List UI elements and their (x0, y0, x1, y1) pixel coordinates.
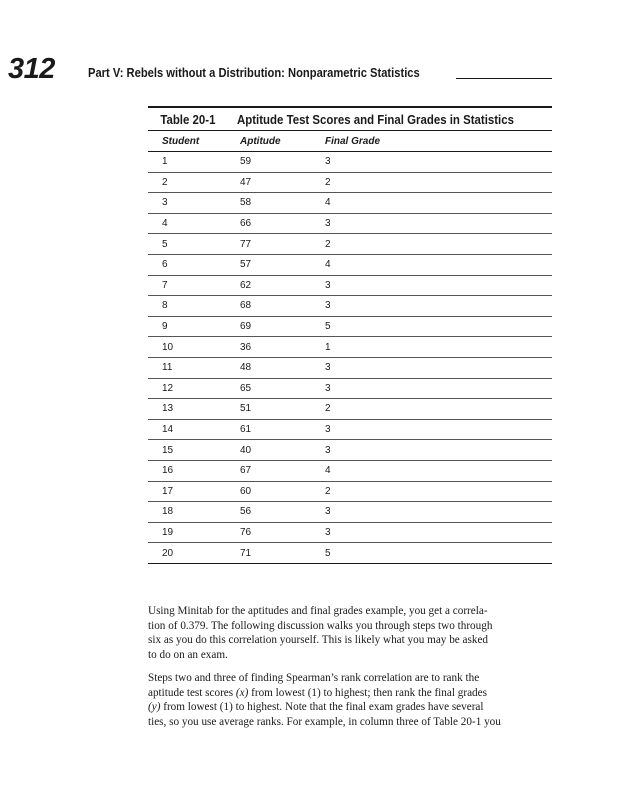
cell-student: 4 (162, 218, 168, 230)
cell-final-grade: 3 (325, 218, 331, 230)
variable-x: (x) (235, 686, 249, 699)
column-header-final-grade: Final Grade (325, 135, 381, 147)
cell-aptitude: 66 (240, 218, 252, 230)
table-row (148, 502, 552, 523)
cell-student: 13 (162, 403, 174, 415)
cell-final-grade: 3 (325, 382, 331, 394)
cell-final-grade: 3 (325, 424, 331, 436)
cell-student: 17 (162, 485, 174, 497)
paragraph-line: tion of 0.379. The following discussion walks you through steps two through (148, 619, 493, 632)
cell-student: 10 (162, 341, 174, 353)
cell-aptitude: 47 (240, 176, 252, 188)
cell-student: 16 (162, 465, 174, 477)
cell-student: 3 (162, 197, 168, 209)
cell-student: 20 (162, 547, 174, 559)
cell-student: 12 (162, 382, 174, 394)
table-row (148, 193, 552, 214)
cell-final-grade: 2 (325, 403, 331, 415)
cell-aptitude: 60 (240, 485, 252, 497)
table-row (148, 379, 552, 400)
cell-aptitude: 57 (240, 259, 252, 271)
cell-final-grade: 2 (325, 485, 331, 497)
cell-final-grade: 3 (325, 279, 331, 291)
page-number: 312 (8, 53, 55, 85)
cell-aptitude: 77 (240, 238, 252, 250)
paragraph-line: Steps two and three of finding Spearman’s rank correlation are to rank the (148, 672, 480, 684)
cell-aptitude: 65 (240, 382, 252, 394)
cell-student: 5 (162, 238, 168, 250)
cell-student: 1 (162, 156, 168, 168)
table-row (148, 482, 552, 503)
running-head-rule (456, 78, 552, 79)
cell-aptitude: 59 (240, 156, 252, 168)
table-row (148, 234, 552, 255)
cell-student: 19 (162, 526, 174, 538)
cell-final-grade: 3 (325, 362, 331, 374)
cell-aptitude: 68 (240, 300, 252, 312)
cell-final-grade: 3 (325, 156, 331, 168)
table-title: Aptitude Test Scores and Final Grades in Statistics (237, 111, 515, 127)
cell-student: 15 (162, 444, 174, 456)
cell-student: 18 (162, 506, 174, 518)
text-run: from lowest (1) to highest; then rank the final grades (248, 686, 487, 699)
cell-aptitude: 51 (240, 403, 252, 415)
table-row (148, 461, 552, 482)
cell-aptitude: 40 (240, 444, 252, 456)
table-body (148, 152, 552, 564)
table-number: Table 20-1 (160, 111, 216, 127)
cell-aptitude: 36 (240, 341, 252, 353)
cell-aptitude: 69 (240, 321, 252, 333)
paragraph-line: ties, so you use average ranks. For example, in column three of Table 20-1 you (148, 715, 501, 728)
table-row (148, 337, 552, 358)
cell-student: 14 (162, 424, 174, 436)
table-row (148, 543, 552, 564)
table-row (148, 173, 552, 194)
cell-aptitude: 67 (240, 465, 252, 477)
cell-final-grade: 4 (325, 259, 331, 271)
cell-aptitude: 56 (240, 506, 252, 518)
table-row (148, 296, 552, 317)
table-row (148, 440, 552, 461)
cell-final-grade: 5 (325, 321, 331, 333)
table-row (148, 152, 552, 173)
cell-final-grade: 3 (325, 526, 331, 538)
cell-final-grade: 3 (325, 506, 331, 518)
cell-aptitude: 48 (240, 362, 252, 374)
paragraph-1 (148, 604, 558, 662)
running-head (88, 63, 552, 81)
cell-final-grade: 1 (325, 341, 331, 353)
table-row (148, 276, 552, 297)
column-header-aptitude: Aptitude (240, 135, 281, 147)
table-row (148, 399, 552, 420)
column-header-student: Student (162, 135, 200, 147)
paragraph-line: to do on an exam. (148, 648, 228, 661)
cell-aptitude: 76 (240, 526, 252, 538)
table-row (148, 523, 552, 544)
cell-student: 8 (162, 300, 168, 312)
running-head-title: Part V: Rebels without a Distribution: Nonparametric Statistics (88, 65, 420, 80)
cell-aptitude: 61 (240, 424, 252, 436)
table-row (148, 358, 552, 379)
cell-student: 7 (162, 279, 168, 291)
table-header-row (148, 131, 552, 152)
cell-student: 9 (162, 321, 168, 333)
paragraph-line: six as you do this correlation yourself. This is likely what you may be asked (148, 634, 489, 646)
table-row (148, 317, 552, 338)
cell-final-grade: 4 (325, 197, 331, 209)
cell-final-grade: 3 (325, 300, 331, 312)
table-row (148, 214, 552, 235)
variable-y: (y) (148, 701, 161, 713)
cell-student: 6 (162, 259, 168, 271)
cell-final-grade: 4 (325, 465, 331, 477)
cell-aptitude: 58 (240, 197, 252, 209)
cell-final-grade: 5 (325, 547, 331, 559)
cell-final-grade: 3 (325, 444, 331, 456)
table-row (148, 420, 552, 441)
text-run: from lowest (1) to highest. Note that the final exam grades have several (160, 701, 484, 713)
table-row (148, 255, 552, 276)
cell-student: 2 (162, 176, 168, 188)
table-caption (148, 108, 552, 131)
paragraph-line (148, 686, 558, 701)
paragraph-2 (148, 671, 558, 729)
cell-final-grade: 2 (325, 238, 331, 250)
text-run: aptitude test scores (148, 686, 236, 699)
cell-aptitude: 71 (240, 547, 252, 559)
cell-aptitude: 62 (240, 279, 252, 291)
cell-final-grade: 2 (325, 176, 331, 188)
cell-student: 11 (162, 362, 173, 374)
paragraph-line (148, 700, 558, 715)
data-table (148, 106, 552, 564)
paragraph-line: Using Minitab for the aptitudes and final grades example, you get a correla- (148, 605, 488, 617)
